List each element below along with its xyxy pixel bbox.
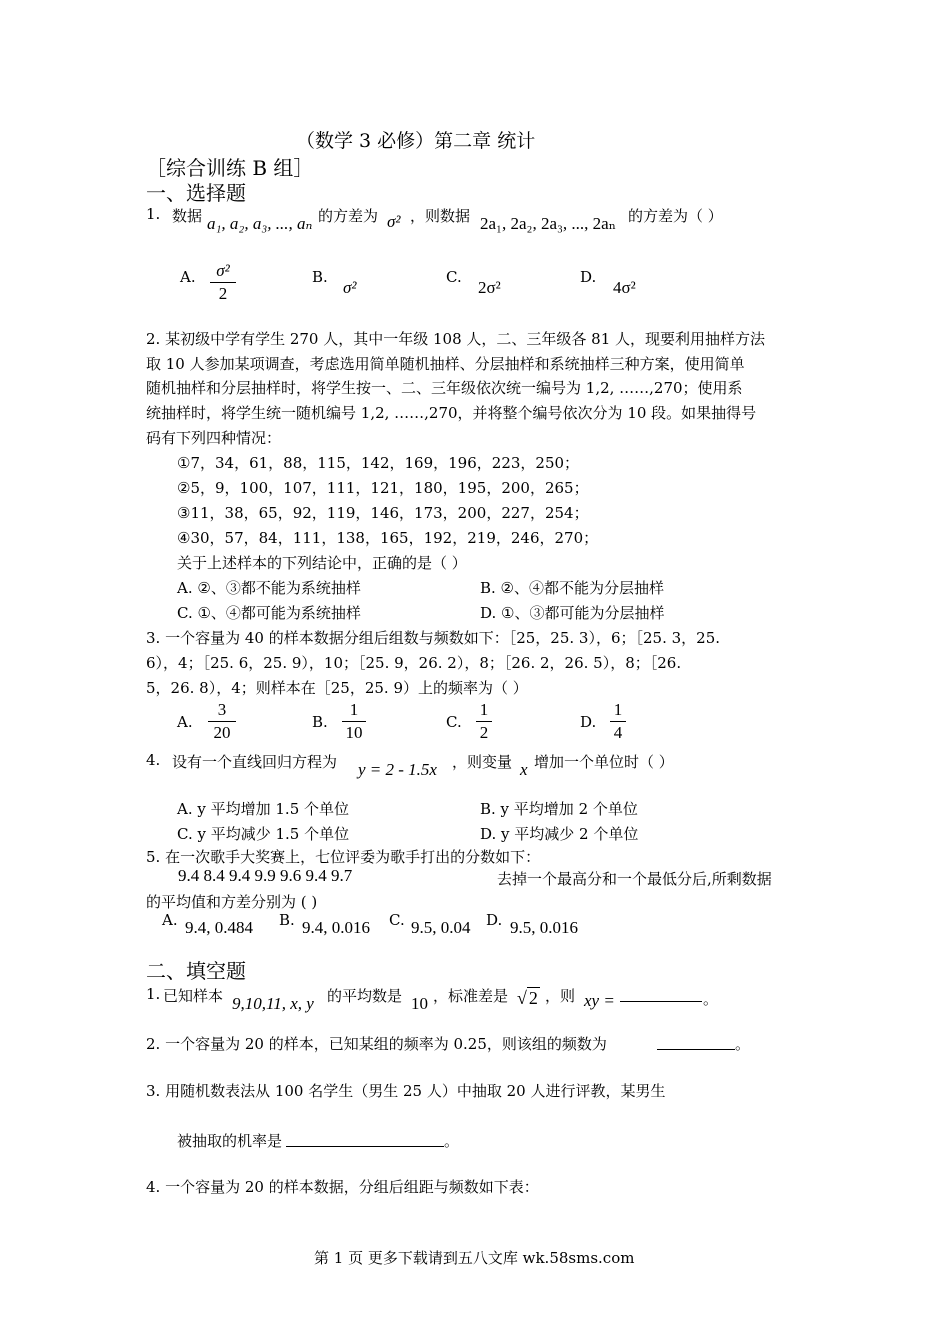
f2-text: 2. 一个容量为 20 的样本，已知某组的频率为 0.25，则该组的频数为	[146, 1035, 607, 1053]
q1-option-d-label: D.	[580, 268, 597, 286]
q2-option-a: A. ②、③都不能为系统抽样	[177, 579, 361, 597]
fraction-bar	[208, 721, 236, 722]
q1-expr-1: a₁, a₂, a₃, ..., aₙ	[207, 214, 313, 233]
q1-option-b-value: σ²	[343, 278, 357, 297]
q2-line-5: 码有下列四种情况：	[146, 429, 282, 447]
group-label: ［综合训练 B 组］	[146, 156, 314, 180]
f1-sqrt	[517, 988, 540, 1009]
q4-variable: x	[520, 760, 528, 779]
q5-option-a-value: 9.4, 0.484	[185, 918, 253, 937]
f1-text-4: ，则	[545, 987, 576, 1005]
fraction-bar	[342, 721, 366, 722]
q4-text-3: 增加一个单位时（ ）	[534, 753, 674, 771]
q3-option-b-fraction	[342, 700, 366, 743]
q1-option-d-value: 4σ²	[613, 278, 636, 297]
section-fill: 二、填空题	[146, 959, 246, 983]
fraction-bar	[210, 282, 236, 283]
q3-option-d-denominator: 4	[613, 723, 623, 742]
q5-option-a-label: A.	[162, 911, 178, 929]
q5-line-2-tail: 去掉一个最高分和一个最低分后,所剩数据	[497, 870, 772, 888]
f1-expr-1: 9,10,11, x, y	[232, 994, 314, 1013]
q4-equation: y = 2 - 1.5x	[358, 760, 437, 779]
q4-text-1: 设有一个直线回归方程为	[172, 753, 338, 771]
q5-option-b-label: B.	[279, 911, 295, 929]
page-footer: 第 1 页 更多下载请到五八文库 wk.58sms.com	[314, 1249, 635, 1267]
q1-option-a-numerator: σ²	[216, 261, 230, 280]
q3-option-c-numerator: 1	[479, 700, 489, 719]
q1-expr-3: 2a₁, 2a₂, 2a₃, ..., 2aₙ	[480, 214, 617, 233]
q5-option-d-label: D.	[486, 911, 503, 929]
q3-line-3: 5，26. 8），4；则样本在［25，25. 9）上的频率为（ ）	[146, 679, 528, 697]
q3-option-d-label: D.	[580, 713, 597, 731]
q1-option-a-label: A.	[180, 268, 196, 286]
f3-line-1: 3. 用随机数表法从 100 名学生（男生 25 人）中抽取 20 人进行评教，某男生	[146, 1082, 666, 1100]
q1-text-3: ，则数据	[410, 207, 471, 225]
q3-option-b-label: B.	[312, 713, 328, 731]
q1-text-4: 的方差为（ ）	[628, 207, 723, 225]
q4-number: 4.	[146, 751, 161, 769]
q5-option-b-value: 9.4, 0.016	[302, 918, 370, 937]
q3-option-c-label: C.	[446, 713, 462, 731]
q1-expr-2: σ²	[387, 212, 401, 231]
q3-option-b-numerator: 1	[349, 700, 359, 719]
q3-line-1: 3. 一个容量为 40 的样本数据分组后组数与频数如下：［25，25. 3），6；［25. 3，25.	[146, 629, 721, 647]
f1-text-2: 的平均数是	[327, 987, 403, 1005]
q2-option-b: B. ②、④都不能为分层抽样	[480, 579, 665, 597]
q2-case-2: ②5，9，100，107，111，121，180，195，200，265；	[177, 479, 589, 497]
f1-expr-2: xy =	[584, 991, 615, 1010]
q3-option-c-fraction	[476, 700, 492, 743]
q3-option-d-fraction	[610, 700, 626, 743]
q4-option-c: C. y 平均减少 1.5 个单位	[177, 825, 350, 843]
q5-scores: 9.4 8.4 9.4 9.9 9.6 9.4 9.7	[178, 866, 353, 885]
q2-option-d: D. ①、③都可能为分层抽样	[480, 604, 665, 622]
q1-text-2: 的方差为	[318, 207, 379, 225]
f1-answer-blank[interactable]	[620, 1001, 702, 1002]
f2-answer-blank[interactable]	[657, 1049, 735, 1050]
q5-option-c-label: C.	[389, 911, 405, 929]
q2-line-2: 取 10 人参加某项调查，考虑选用简单随机抽样、分层抽样和系统抽样三种方案，使用简单	[146, 355, 745, 373]
q3-option-a-denominator: 20	[213, 723, 231, 742]
f2-end: 。	[735, 1035, 751, 1053]
q5-line-3: 的平均值和方差分别为 ( )	[146, 893, 318, 911]
page-title: （数学 3 必修）第二章 统计	[296, 130, 536, 152]
q4-option-a: A. y 平均增加 1.5 个单位	[177, 800, 350, 818]
q2-option-c: C. ①、④都可能为系统抽样	[177, 604, 361, 622]
q1-option-a-fraction	[210, 261, 236, 304]
f1-mean-value: 10	[411, 994, 428, 1013]
f1-text-1: 已知样本	[163, 987, 224, 1005]
q2-case-4: ④30，57，84，111，138，165，192，219，246，270；	[177, 529, 599, 547]
q3-option-b-denominator: 10	[345, 723, 363, 742]
q2-line-1: 2. 某初级中学有学生 270 人，其中一年级 108 人，二、三年级各 81 人，现要利用抽样方法	[146, 330, 766, 348]
f1-sqrt-radicand: 2	[528, 988, 538, 1008]
f1-text-3: ，标准差是	[433, 987, 509, 1005]
q4-option-b: B. y 平均增加 2 个单位	[480, 800, 638, 818]
section-choice: 一、选择题	[146, 181, 246, 205]
q1-option-b-label: B.	[312, 268, 328, 286]
q2-line-3: 随机抽样和分层抽样时，将学生按一、二、三年级依次统一编号为 1,2, ……,270；使用系	[146, 379, 743, 397]
q1-option-a-denominator: 2	[218, 284, 228, 303]
q1-option-c-label: C.	[446, 268, 462, 286]
fraction-bar	[476, 721, 492, 722]
f3-answer-blank[interactable]	[286, 1146, 444, 1147]
q3-option-a-numerator: 3	[217, 700, 227, 719]
q3-option-c-denominator: 2	[479, 723, 489, 742]
f3-end: 。	[444, 1132, 460, 1150]
q2-question: 关于上述样本的下列结论中，正确的是（ ）	[177, 554, 467, 572]
q1-text-1: 数据	[172, 207, 203, 225]
f4-text: 4. 一个容量为 20 的样本数据，分组后组距与频数如下表：	[146, 1178, 539, 1196]
q3-option-a-fraction	[208, 700, 236, 743]
q3-line-2: 6），4；［25. 6，25. 9），10；［25. 9，26. 2），8；［26. 2，26. 5），8；［26.	[146, 654, 682, 672]
f1-end: 。	[703, 990, 719, 1008]
q1-number: 1.	[146, 205, 161, 223]
sqrt-icon: √	[517, 988, 527, 1008]
q2-case-1: ①7，34，61，88，115，142，169，196，223，250；	[177, 454, 580, 472]
q3-option-a-label: A.	[177, 713, 193, 731]
fraction-bar	[610, 721, 626, 722]
f1-number: 1.	[146, 985, 161, 1003]
q5-line-1: 5. 在一次歌手大奖赛上，七位评委为歌手打出的分数如下：	[146, 848, 541, 866]
q4-text-2: ，则变量	[452, 753, 513, 771]
f3-line-2: 被抽取的机率是	[177, 1132, 283, 1150]
q1-option-c-value: 2σ²	[478, 278, 501, 297]
q5-option-c-value: 9.5, 0.04	[411, 918, 471, 937]
q4-option-d: D. y 平均减少 2 个单位	[480, 825, 639, 843]
q3-option-d-numerator: 1	[613, 700, 623, 719]
q2-case-3: ③11，38，65，92，119，146，173，200，227，254；	[177, 504, 589, 522]
q2-line-4: 统抽样时，将学生统一随机编号 1,2, ……,270，并将整个编号依次分为 10 段。如果抽得号	[146, 404, 757, 422]
q5-option-d-value: 9.5, 0.016	[510, 918, 578, 937]
